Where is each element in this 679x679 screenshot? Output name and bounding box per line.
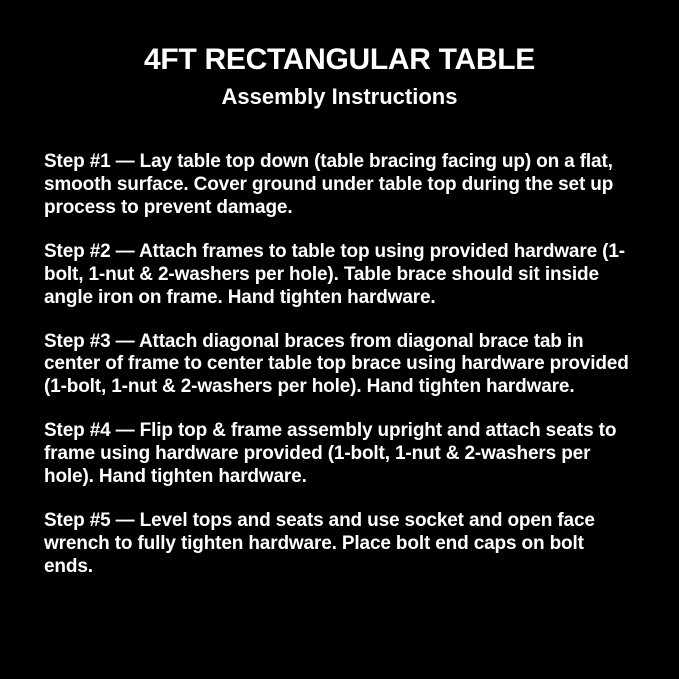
step-label: Step #2 —	[44, 240, 135, 262]
step-item	[44, 331, 635, 400]
step-label: Step #3 —	[44, 330, 135, 352]
step-item	[44, 151, 635, 220]
step-label: Step #5 —	[44, 510, 135, 532]
step-label: Step #1 —	[44, 150, 135, 172]
steps-list	[40, 132, 639, 580]
step-item	[44, 241, 635, 310]
step-item	[44, 510, 635, 579]
step-text: Attach frames to table top using provided hardware (1-bolt, 1-nut & 2-washers per hole). Table brace should sit inside angle iron on frame. Hand tighten hardware.	[44, 240, 625, 308]
step-text: Flip top & frame assembly upright and attach seats to frame using hardware provided (1-bolt, 1-nut & 2-washers per hole). Hand tighten hardware.	[44, 420, 617, 488]
step-label: Step #4 —	[44, 420, 135, 442]
step-text: Level tops and seats and use socket and open face wrench to fully tighten hardware. Place bolt end caps on bolt ends.	[44, 510, 595, 578]
page-subtitle: Assembly Instructions	[221, 83, 458, 109]
step-text: Attach diagonal braces from diagonal brace tab in center of frame to center table top brace using hardware provided (1-bolt, 1-nut & 2-washers per hole). Hand tighten hardware.	[44, 330, 629, 398]
step-item	[44, 420, 635, 489]
page-title: 4FT RECTANGULAR TABLE	[144, 43, 535, 76]
step-text: Lay table top down (table bracing facing up) on a flat, smooth surface. Cover ground under table top during the set up process to prevent damage.	[44, 150, 614, 218]
